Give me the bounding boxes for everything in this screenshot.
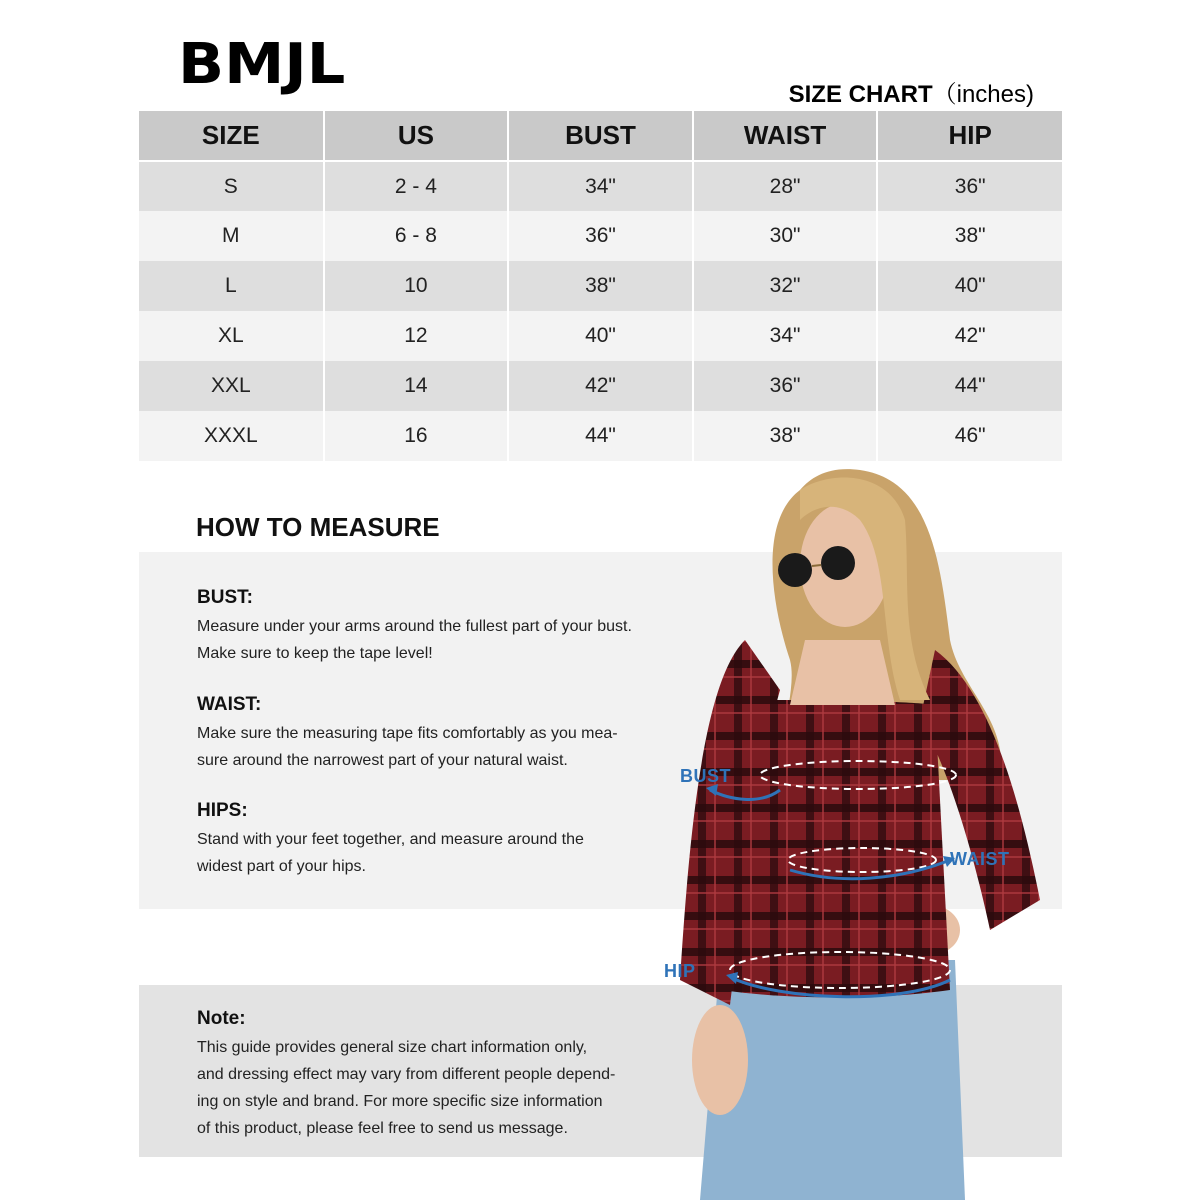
left-hand <box>692 1005 748 1115</box>
note-heading: Note: <box>197 1008 246 1029</box>
hips-instructions <box>197 800 667 880</box>
table-row <box>139 311 1062 361</box>
size-chart-title <box>789 74 1034 109</box>
table-row <box>139 411 1062 461</box>
cell-size: S <box>139 161 324 211</box>
bust-figure-label: BUST <box>680 766 731 786</box>
header-us: US <box>324 111 509 161</box>
neckline <box>790 640 895 705</box>
cell-waist: 30" <box>693 211 878 261</box>
cell-bust: 38" <box>508 261 693 311</box>
header-size: SIZE <box>139 111 324 161</box>
bust-instructions <box>197 587 667 667</box>
cell-us: 10 <box>324 261 509 311</box>
waist-line: Make sure the measuring tape fits comfortably as you mea- <box>197 725 618 742</box>
size-chart-label: SIZE CHART <box>788 81 933 108</box>
cell-bust: 42" <box>508 361 693 411</box>
hip-figure-label: HIP <box>664 961 696 981</box>
cell-us: 12 <box>324 311 509 361</box>
hips-heading: HIPS: <box>197 800 248 821</box>
cell-bust: 34" <box>508 161 693 211</box>
bust-line: Make sure to keep the tape level! <box>197 645 433 662</box>
cell-us: 16 <box>324 411 509 461</box>
unit-label: （inches) <box>932 81 1034 108</box>
cell-size: XL <box>139 311 324 361</box>
table-header-row <box>139 111 1062 161</box>
hips-line: Stand with your feet together, and measure around the <box>197 831 584 848</box>
how-to-measure-title: HOW TO MEASURE <box>196 512 440 542</box>
cell-hip: 36" <box>877 161 1062 211</box>
brand-logo: BMJL <box>178 32 346 97</box>
header-waist: WAIST <box>693 111 878 161</box>
model-illustration <box>660 465 1060 1200</box>
cell-hip: 46" <box>877 411 1062 461</box>
cell-waist: 28" <box>693 161 878 211</box>
note-line: ing on style and brand. For more specific size information <box>197 1093 603 1110</box>
cell-hip: 40" <box>877 261 1062 311</box>
cell-us: 14 <box>324 361 509 411</box>
table-row <box>139 261 1062 311</box>
bust-heading: BUST: <box>197 587 253 608</box>
hips-line: widest part of your hips. <box>197 858 366 875</box>
cell-us: 2 - 4 <box>324 161 509 211</box>
cell-us: 6 - 8 <box>324 211 509 261</box>
cell-bust: 36" <box>508 211 693 261</box>
cell-size: XXL <box>139 361 324 411</box>
sunglasses-right-lens <box>821 546 855 580</box>
note-line: of this product, please feel free to send us message. <box>197 1120 568 1137</box>
sunglasses-left-lens <box>778 553 812 587</box>
bust-line: Measure under your arms around the fullest part of your bust. <box>197 618 632 635</box>
note-line: This guide provides general size chart information only, <box>197 1039 588 1056</box>
cell-hip: 38" <box>877 211 1062 261</box>
note-block <box>197 1008 667 1142</box>
cell-size: XXXL <box>139 411 324 461</box>
cell-size: L <box>139 261 324 311</box>
table-row <box>139 161 1062 211</box>
table-row <box>139 211 1062 261</box>
cell-bust: 40" <box>508 311 693 361</box>
header-bust: BUST <box>508 111 693 161</box>
waist-figure-label: WAIST <box>950 849 1010 869</box>
cell-hip: 42" <box>877 311 1062 361</box>
cell-waist: 34" <box>693 311 878 361</box>
cell-waist: 32" <box>693 261 878 311</box>
size-table <box>139 111 1062 461</box>
table-row <box>139 361 1062 411</box>
cell-waist: 38" <box>693 411 878 461</box>
header-hip: HIP <box>877 111 1062 161</box>
waist-heading: WAIST: <box>197 694 262 715</box>
cell-size: M <box>139 211 324 261</box>
waist-line: sure around the narrowest part of your natural waist. <box>197 752 568 769</box>
note-line: and dressing effect may vary from different people depend- <box>197 1066 616 1083</box>
cell-hip: 44" <box>877 361 1062 411</box>
cell-waist: 36" <box>693 361 878 411</box>
waist-instructions <box>197 694 667 774</box>
cell-bust: 44" <box>508 411 693 461</box>
